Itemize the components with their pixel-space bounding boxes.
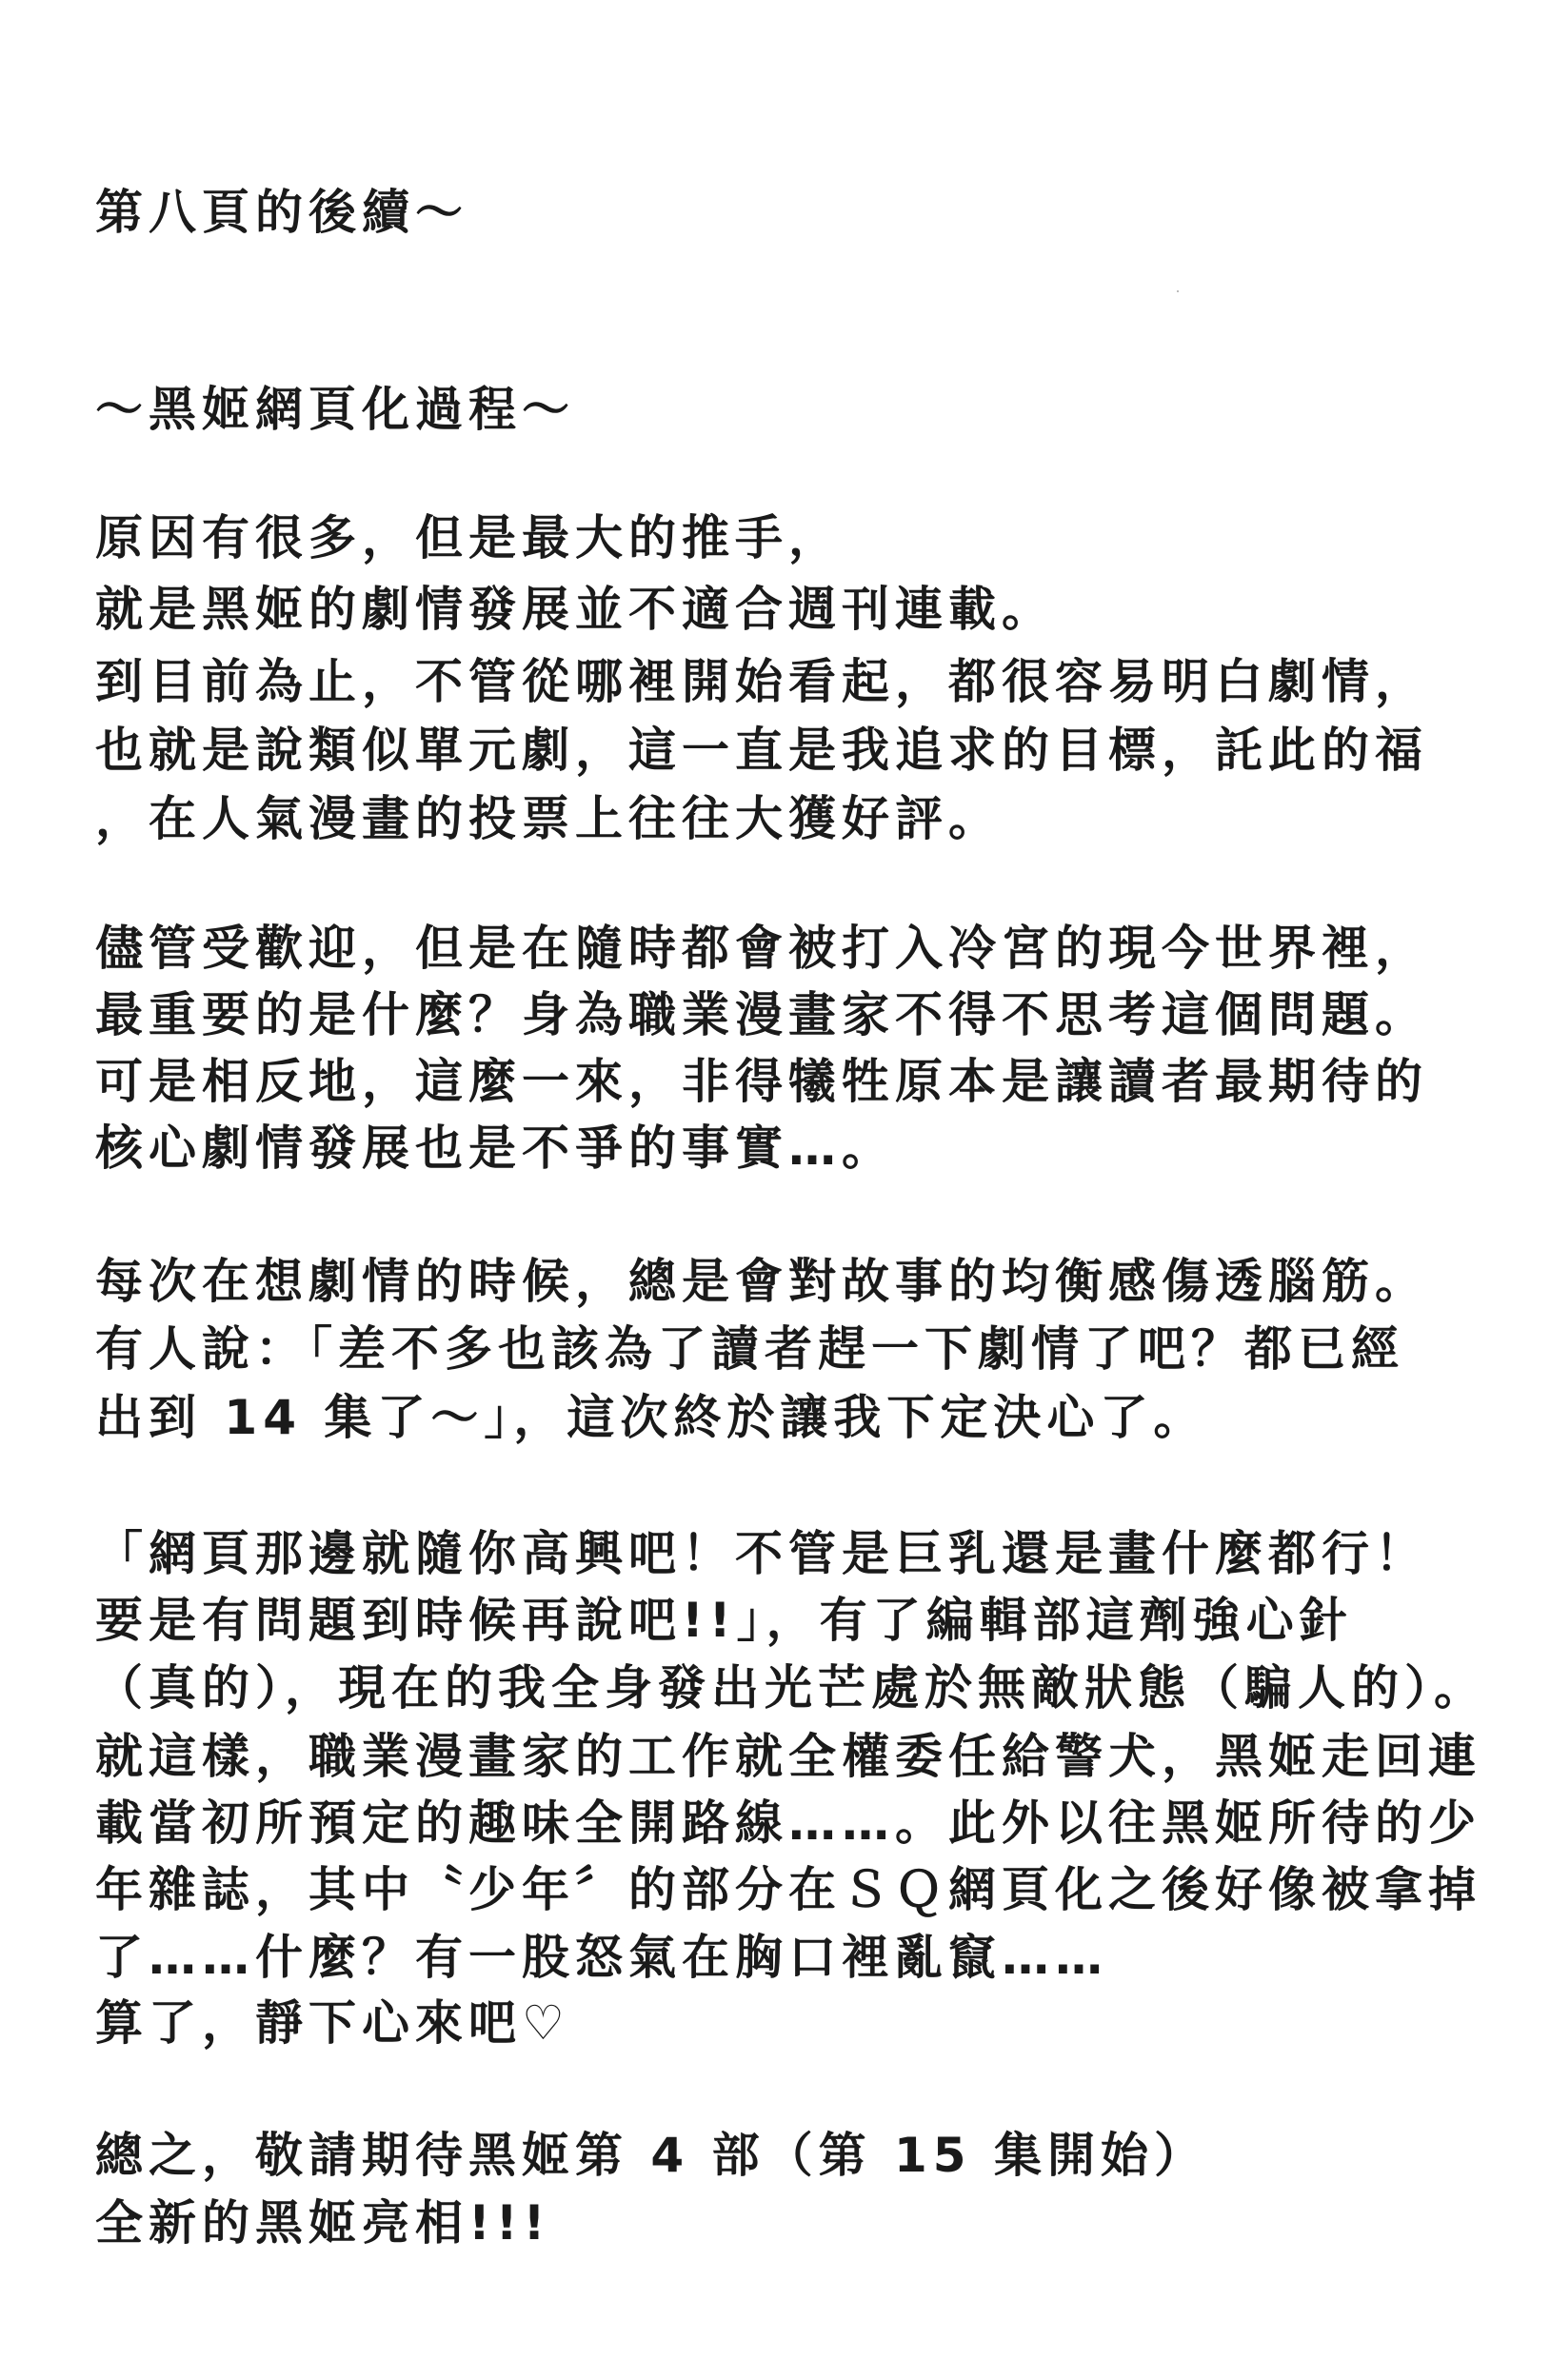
paragraph-2-line-2: 最重要的是什麼？身為職業漫畫家不得不思考這個問題。 xyxy=(95,987,1428,1042)
paragraph-4-line-5: 載當初所預定的趣味全開路線……。此外以往黑姬所待的少 xyxy=(95,1795,1481,1851)
paragraph-2-line-4: 核心劇情發展也是不爭的事實…。 xyxy=(95,1121,895,1176)
paragraph-3-line-1: 每次在想劇情的時候，總是會對故事的均衡感傷透腦筋。 xyxy=(95,1254,1428,1309)
page-title: 第八頁的後續～ xyxy=(95,185,468,240)
paragraph-4-line-7: 了……什麼？有一股怒氣在胸口裡亂竄…… xyxy=(95,1930,1108,1985)
paragraph-3-line-2: 有人說：「差不多也該為了讀者趕一下劇情了吧？都已經 xyxy=(95,1321,1404,1377)
paragraph-5-line-2: 全新的黑姬亮相!!! xyxy=(95,2195,551,2251)
paragraph-3-line-3: 出到 14 集了～」，這次終於讓我下定決心了。 xyxy=(95,1390,1207,1445)
paragraph-1-line-3: 到目前為止，不管從哪裡開始看起，都很容易明白劇情， xyxy=(95,654,1428,709)
paragraph-2-line-3: 可是相反地，這麼一來，非得犧牲原本是讓讀者最期待的 xyxy=(95,1054,1428,1109)
paragraph-2-line-1: 儘管受歡迎，但是在隨時都會被打入冷宮的現今世界裡， xyxy=(95,921,1428,976)
paragraph-4-line-8: 算了，靜下心來吧♡ xyxy=(95,1995,570,2051)
paragraph-4-line-3: （真的），現在的我全身發出光芒處於無敵狀態（騙人的）。 xyxy=(95,1660,1487,1716)
paragraph-1-line-4: 也就是說類似單元劇，這一直是我追求的目標，託此的福 xyxy=(95,723,1428,778)
paragraph-4-line-2: 要是有問題到時候再說吧!!」，有了編輯部這劑強心針 xyxy=(95,1593,1353,1648)
paragraph-4-line-6: 年雜誌，其中〝少年〞的部分在ＳＱ網頁化之後好像被拿掉 xyxy=(95,1862,1481,1917)
paragraph-1-line-2: 就是黑姬的劇情發展並不適合週刊連載。 xyxy=(95,582,1055,637)
paragraph-4-line-1: 「網頁那邊就隨你高興吧！不管是巨乳還是畫什麼都行！ xyxy=(95,1526,1428,1581)
paragraph-1-line-1: 原因有很多，但是最大的推手， xyxy=(95,510,842,565)
section-subtitle: ～黑姬網頁化過程～ xyxy=(95,382,575,437)
paragraph-5-line-1: 總之，敬請期待黑姬第 4 部（第 15 集開始） xyxy=(95,2128,1207,2183)
speck xyxy=(1177,290,1179,292)
paragraph-1-line-5: ，在人氣漫畫的投票上往往大獲好評。 xyxy=(95,791,1002,846)
paragraph-4-line-4: 就這樣，職業漫畫家的工作就全權委任給警犬，黑姬走回連 xyxy=(95,1729,1481,1784)
